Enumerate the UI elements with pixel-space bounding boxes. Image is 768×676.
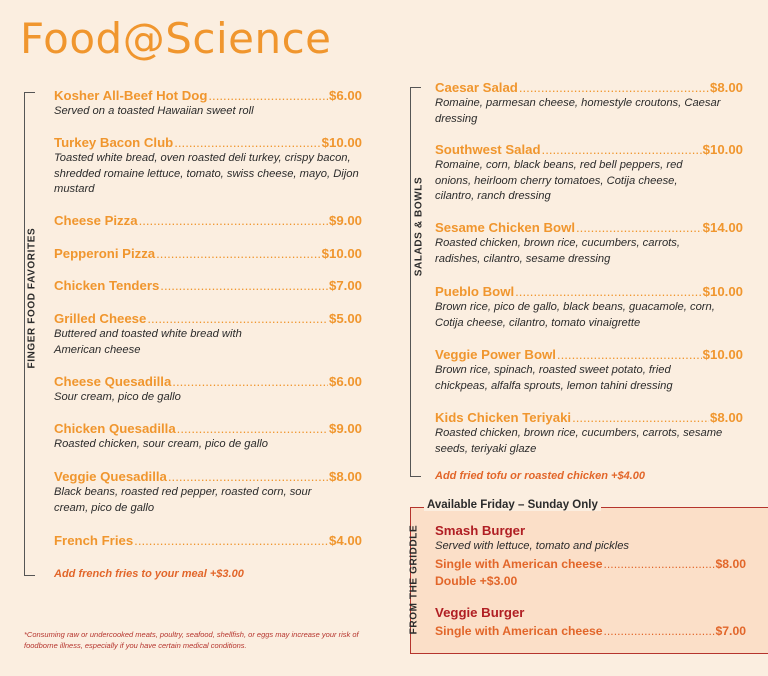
item-price: $10.00	[702, 347, 743, 362]
item-name: Pepperoni Pizza	[54, 246, 156, 261]
item-name: Veggie Power Bowl	[435, 347, 556, 362]
menu-item	[54, 374, 362, 406]
item-price: $5.00	[328, 311, 362, 326]
menu-item	[435, 347, 743, 394]
item-name: Southwest Salad	[435, 142, 541, 157]
menu-item	[435, 605, 746, 638]
menu-item	[435, 80, 743, 127]
item-option: Single with American cheese	[435, 624, 603, 638]
item-name: Pueblo Bowl	[435, 284, 515, 299]
salads-label: SALADS & BOWLS	[414, 173, 425, 281]
item-price: $7.00	[328, 278, 362, 293]
item-price: $10.00	[702, 284, 743, 299]
item-price: $8.00	[709, 410, 743, 425]
salads-bracket	[410, 87, 421, 477]
item-option: Single with American cheese	[435, 556, 603, 571]
footnote: *Consuming raw or undercooked meats, poultry, seafood, shellfish, or eggs may increase your risk of foodborne illness, especially if you have certain medical conditions.	[24, 630, 359, 650]
item-name: Cheese Pizza	[54, 213, 138, 228]
item-description: Served on a toasted Hawaiian sweet roll	[54, 105, 254, 117]
item-name: Grilled Cheese	[54, 311, 147, 326]
item-description: Roasted chicken, brown rice, cucumbers, carrots, sesame seeds, teriyaki glaze	[435, 427, 723, 455]
item-description: Sour cream, pico de gallo	[54, 391, 181, 403]
fries-addon: Add french fries to your meal +$3.00	[54, 568, 244, 580]
item-name: Chicken Tenders	[54, 278, 160, 293]
item-description: Romaine, corn, black beans, red bell peppers, red onions, heirloom cherry tomatoes, Cotija cheese, cilantro, ranch dressing	[435, 159, 683, 202]
item-name: Chicken Quesadilla	[54, 421, 176, 436]
menu-item	[435, 220, 743, 267]
menu-item	[54, 469, 362, 516]
item-name: Smash Burger	[435, 523, 526, 538]
menu-item	[435, 142, 743, 205]
item-name: Turkey Bacon Club	[54, 135, 174, 150]
item-price: $9.00	[328, 421, 362, 436]
item-name: Kosher All-Beef Hot Dog	[54, 88, 208, 103]
item-option: Double +$3.00	[435, 573, 518, 588]
menu-item	[54, 246, 362, 261]
item-description: Roasted chicken, sour cream, pico de gallo	[54, 438, 268, 450]
menu-item	[54, 311, 362, 358]
item-price: $4.00	[328, 533, 362, 548]
item-name: Veggie Burger	[435, 605, 525, 620]
menu-item	[435, 523, 746, 588]
menu-item	[54, 88, 362, 120]
item-description: Brown rice, spinach, roasted sweet potato, fried chickpeas, alfalfa sprouts, lemon tahini dressing	[435, 364, 673, 392]
griddle-label: FROM THE GRIDDLE	[408, 524, 420, 635]
item-price: $10.00	[702, 142, 743, 157]
item-name: French Fries	[54, 533, 134, 548]
item-description: Roasted chicken, brown rice, cucumbers, carrots, radishes, cilantro, sesame dressing	[435, 237, 680, 265]
item-description: Brown rice, pico de gallo, black beans, guacamole, corn, Cotija cheese, cilantro, tomato vinaigrette	[435, 301, 715, 329]
item-price: $8.00	[709, 80, 743, 95]
item-description: Served with lettuce, tomato and pickles	[435, 540, 630, 552]
menu-item	[435, 284, 743, 331]
item-price: $10.00	[321, 246, 362, 261]
item-name: Sesame Chicken Bowl	[435, 220, 575, 235]
item-description: Romaine, parmesan cheese, homestyle croutons, Caesar dressing	[435, 97, 721, 125]
item-price: $8.00	[715, 556, 746, 571]
protein-addon: Add fried tofu or roasted chicken +$4.00	[435, 470, 645, 482]
item-name: Kids Chicken Teriyaki	[435, 410, 572, 425]
menu-item	[435, 410, 743, 457]
item-name: Caesar Salad	[435, 80, 518, 95]
griddle-availability: Available Friday – Sunday Only	[424, 499, 601, 511]
page-title: Food@Science	[20, 14, 332, 63]
item-price: $6.00	[328, 374, 362, 389]
item-price: $6.00	[328, 88, 362, 103]
item-description: Black beans, roasted red pepper, roasted corn, sour cream, pico de gallo	[54, 486, 312, 514]
item-description: Toasted white bread, oven roasted deli turkey, crispy bacon, shredded romaine lettuce, tomato, swiss cheese, mayo, Dijon mustard	[54, 152, 359, 195]
item-name: Veggie Quesadilla	[54, 469, 167, 484]
item-description: Buttered and toasted white bread with American cheese	[54, 328, 242, 356]
item-price: $7.00	[715, 624, 746, 638]
item-price: $14.00	[702, 220, 743, 235]
item-price: $8.00	[328, 469, 362, 484]
finger-food-label: FINGER FOOD FAVORITES	[27, 225, 38, 373]
item-price: $10.00	[321, 135, 362, 150]
item-name: Cheese Quesadilla	[54, 374, 172, 389]
item-price: $9.00	[328, 213, 362, 228]
menu-item	[54, 421, 362, 453]
menu-item	[54, 135, 362, 198]
menu-item	[54, 213, 362, 228]
menu-item	[54, 533, 362, 548]
menu-item	[54, 278, 362, 293]
